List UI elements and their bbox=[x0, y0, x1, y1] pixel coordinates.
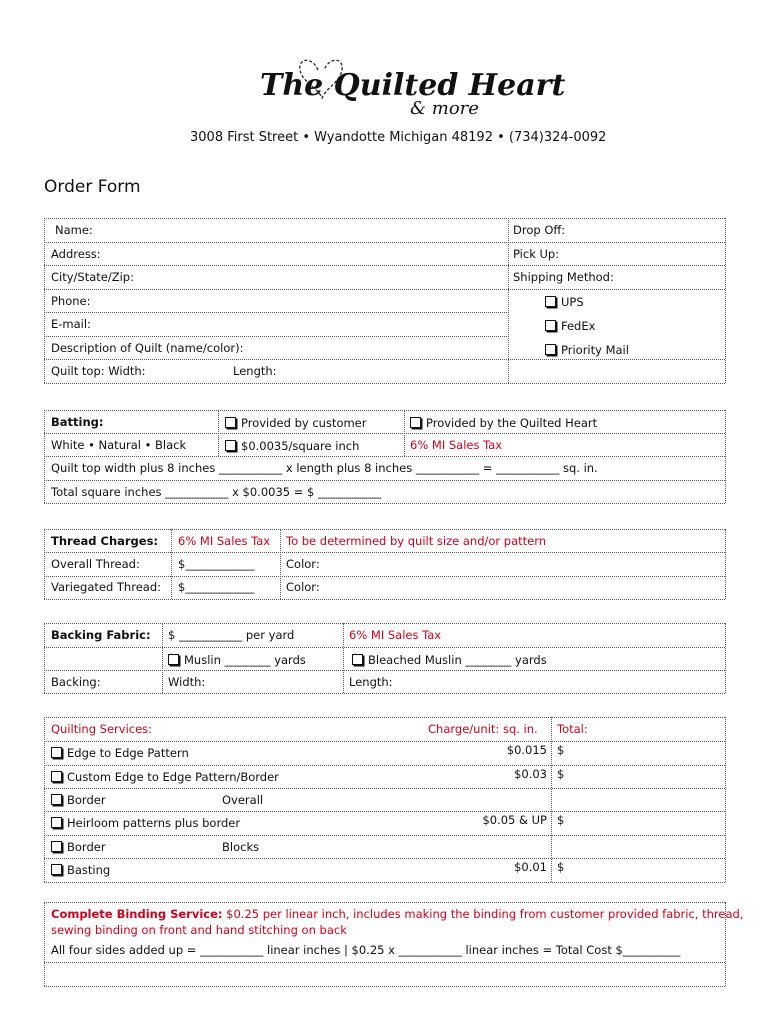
variegated-thread-label: Variegated Thread: bbox=[51, 580, 161, 594]
checkbox-icon[interactable] bbox=[51, 841, 62, 852]
backing-width: Width: bbox=[168, 675, 206, 689]
binding-label: Complete Binding Service: bbox=[51, 907, 223, 921]
quilting-total: $ bbox=[557, 767, 565, 781]
batting-provided-quilted-heart[interactable]: Provided by the Quilted Heart bbox=[410, 416, 597, 430]
email-label: E-mail: bbox=[51, 317, 91, 331]
batting-provided-customer[interactable]: Provided by customer bbox=[225, 416, 367, 430]
quilting-option-extra: Blocks bbox=[222, 840, 260, 854]
phone-label: Phone: bbox=[51, 294, 91, 308]
thread-tax: 6% MI Sales Tax bbox=[178, 534, 271, 548]
checkbox-icon[interactable] bbox=[545, 344, 556, 355]
total-header: Total: bbox=[557, 722, 588, 736]
thread-label: Thread Charges: bbox=[51, 534, 159, 548]
description-label: Description of Quilt (name/color): bbox=[51, 341, 244, 355]
checkbox-icon[interactable] bbox=[51, 794, 62, 805]
checkbox-icon[interactable] bbox=[545, 296, 556, 307]
city-label: City/State/Zip: bbox=[51, 270, 134, 284]
quilting-option[interactable]: Edge to Edge Pattern bbox=[51, 746, 189, 760]
quilt-top-width-label: Quilt top: Width: bbox=[51, 364, 146, 378]
binding-text: $0.25 per linear inch, includes making the binding from customer provided fabric, thread, bbox=[222, 907, 744, 921]
binding-text-2: sewing binding on front and hand stitching on back bbox=[51, 923, 347, 937]
checkbox-icon[interactable] bbox=[352, 654, 363, 665]
checkbox-icon[interactable] bbox=[51, 864, 62, 875]
quilting-total: $ bbox=[557, 743, 565, 757]
drop-off-label: Drop Off: bbox=[513, 223, 566, 237]
priority-mail-option[interactable]: Priority Mail bbox=[545, 343, 629, 357]
logo bbox=[260, 48, 566, 119]
pick-up-label: Pick Up: bbox=[513, 247, 560, 261]
backing-tax: 6% MI Sales Tax bbox=[349, 628, 442, 642]
checkbox-icon[interactable] bbox=[51, 747, 62, 758]
quilting-option[interactable]: Basting bbox=[51, 863, 110, 877]
quilting-option[interactable]: Border bbox=[51, 840, 106, 854]
page-title: Order Form bbox=[44, 177, 141, 197]
overall-thread-color: Color: bbox=[286, 557, 320, 571]
batting-price-option[interactable]: $0.0035/square inch bbox=[225, 439, 359, 453]
quilting-option[interactable]: Heirloom patterns plus border bbox=[51, 816, 240, 830]
charge-unit-header: Charge/unit: sq. in. bbox=[428, 722, 538, 736]
quilting-option[interactable]: Custom Edge to Edge Pattern/Border bbox=[51, 770, 279, 784]
quilting-services-label: Quilting Services: bbox=[51, 722, 153, 736]
backing-per-yard: $ ___________ per yard bbox=[168, 628, 295, 642]
checkbox-icon[interactable] bbox=[545, 320, 556, 331]
variegated-thread-price: $____________ bbox=[178, 580, 255, 594]
quilt-top-length-label: Length: bbox=[233, 364, 277, 378]
address-label: Address: bbox=[51, 247, 101, 261]
batting-colors: White • Natural • Black bbox=[51, 438, 187, 452]
fedex-option[interactable]: FedEx bbox=[545, 319, 595, 333]
binding-description bbox=[51, 907, 743, 921]
batting-label: Batting: bbox=[51, 415, 104, 429]
quilting-total: $ bbox=[557, 813, 565, 827]
checkbox-icon[interactable] bbox=[168, 654, 179, 665]
quilting-option[interactable]: Border bbox=[51, 793, 106, 807]
shipping-method-label: Shipping Method: bbox=[513, 270, 614, 284]
thread-note: To be determined by quilt size and/or pattern bbox=[286, 534, 547, 548]
logo-subtext: & more bbox=[410, 98, 479, 119]
checkbox-icon[interactable] bbox=[410, 417, 421, 428]
business-address: 3008 First Street • Wyandotte Michigan 48192 • (734)324-0092 bbox=[190, 130, 607, 145]
muslin-option[interactable]: Muslin ________ yards bbox=[168, 653, 306, 667]
quilting-charge: $0.05 & UP bbox=[482, 813, 547, 827]
backing-length: Length: bbox=[349, 675, 393, 689]
backing-label: Backing: bbox=[51, 675, 101, 689]
checkbox-icon[interactable] bbox=[225, 440, 236, 451]
quilting-charge: $0.01 bbox=[514, 860, 547, 874]
logo-text: The Quilted Heart bbox=[260, 68, 566, 103]
checkbox-icon[interactable] bbox=[225, 417, 236, 428]
overall-thread-label: Overall Thread: bbox=[51, 557, 140, 571]
ups-option[interactable]: UPS bbox=[545, 295, 584, 309]
overall-thread-price: $____________ bbox=[178, 557, 255, 571]
batting-tax: 6% MI Sales Tax bbox=[410, 438, 503, 452]
variegated-thread-color: Color: bbox=[286, 580, 320, 594]
quilting-charge: $0.015 bbox=[506, 743, 547, 757]
bleached-muslin-option[interactable]: Bleached Muslin ________ yards bbox=[352, 653, 547, 667]
quilting-total: $ bbox=[557, 860, 565, 874]
checkbox-icon[interactable] bbox=[51, 771, 62, 782]
quilting-option-extra: Overall bbox=[222, 793, 264, 807]
batting-formula-2: Total square inches ___________ x $0.0035 = $ ___________ bbox=[51, 485, 382, 499]
binding-formula: All four sides added up = ___________ linear inches | $0.25 x ___________ linear inches = Total Cost $__________ bbox=[51, 943, 681, 957]
name-label: Name: bbox=[55, 223, 93, 237]
backing-fabric-label: Backing Fabric: bbox=[51, 628, 151, 642]
checkbox-icon[interactable] bbox=[51, 817, 62, 828]
batting-formula-1: Quilt top width plus 8 inches ___________ x length plus 8 inches ___________ = ___________ sq. in. bbox=[51, 461, 598, 475]
quilting-charge: $0.03 bbox=[514, 767, 547, 781]
